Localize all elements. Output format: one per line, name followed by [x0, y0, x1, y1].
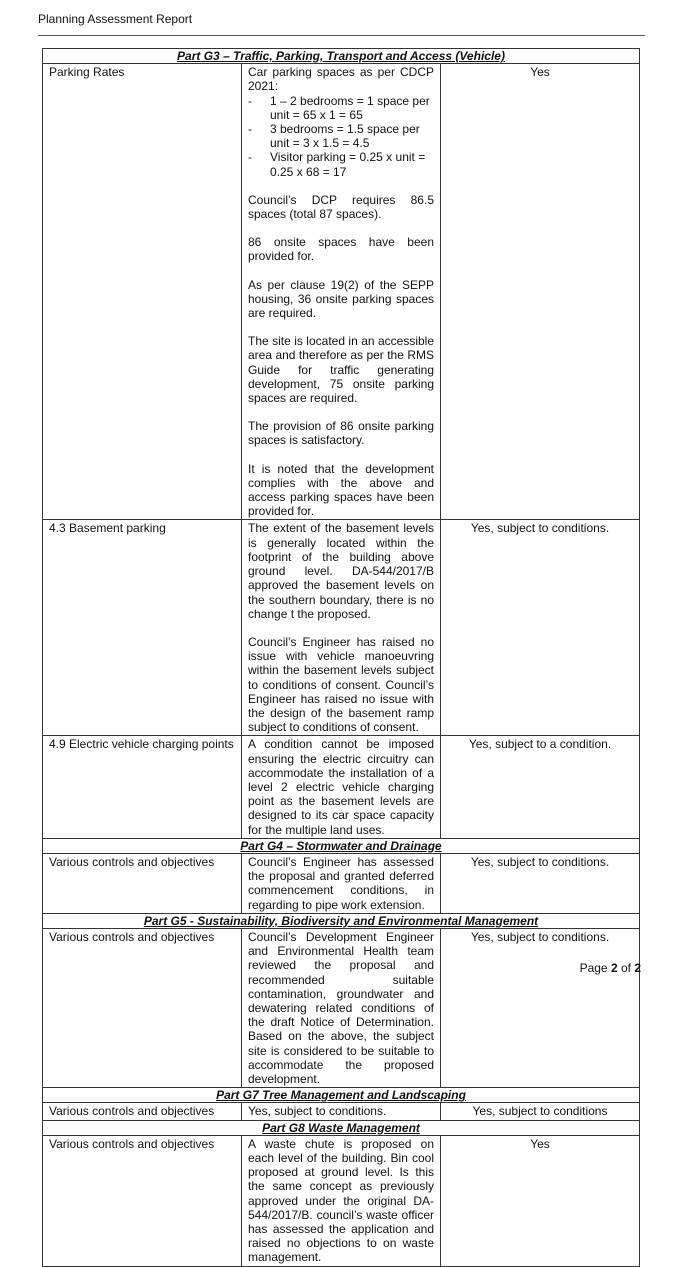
list-item: - 3 bedrooms = 1.5 space per unit = 3 x 1.5 = 4.5	[248, 122, 434, 150]
compliance-cell: Yes, subject to conditions.	[441, 928, 640, 1087]
compliance-cell: Yes, subject to conditions.	[441, 853, 640, 913]
comment-paragraph: 86 onsite spaces have been provided for.	[248, 235, 434, 264]
control-cell: Various controls and objectives	[43, 928, 242, 1087]
control-cell: Various controls and objectives	[43, 853, 242, 913]
header-divider	[38, 35, 645, 36]
page-prefix: Page	[579, 961, 611, 975]
page-number	[580, 961, 641, 975]
table-row-tree-management	[43, 1103, 640, 1120]
comment-cell	[242, 520, 441, 736]
table-row-basement-parking	[43, 520, 640, 736]
parking-rate-list	[248, 94, 434, 179]
page-total: 2	[634, 961, 641, 975]
section-title-g5: Part G5 - Sustainability, Biodiversity and Environmental Management	[43, 913, 640, 928]
table-row-waste	[43, 1135, 640, 1266]
compliance-cell: Yes, subject to conditions	[441, 1103, 640, 1120]
table-row-ev-charging	[43, 736, 640, 838]
table-row-stormwater	[43, 853, 640, 913]
page-current: 2	[610, 961, 618, 975]
control-cell: 4.3 Basement parking	[43, 520, 242, 736]
comment-cell: Council’s Development Engineer and Environmental Health team reviewed the proposal and recommended suitable contamination, groundwater and dewatering related conditions of the draft Notice of Determination. Based on the above, the subject site is considered to be suitable to accommodate the proposed development.	[242, 928, 441, 1087]
section-header-g8	[43, 1120, 640, 1135]
control-cell: Various controls and objectives	[43, 1135, 242, 1266]
report-header-title: Planning Assessment Report	[38, 12, 193, 26]
control-cell: Various controls and objectives	[43, 1103, 242, 1120]
table-row-parking-rates	[43, 64, 640, 520]
comment-paragraph: The extent of the basement levels is generally located within the footprint of the building above ground level. DA-544/2017/B approved the basement levels on the southern boundary, there is no change t the proposed.	[248, 521, 434, 621]
list-item: - 1 – 2 bedrooms = 1 space per unit = 65 x 1 = 65	[248, 94, 434, 122]
section-title-g3: Part G3 – Traffic, Parking, Transport and Access (Vehicle)	[43, 49, 640, 64]
comment-cell: Yes, subject to conditions.	[242, 1103, 441, 1120]
section-header-g3	[43, 49, 640, 64]
comment-cell: A waste chute is proposed on each level of the building. Bin cool proposed at ground level. Is this the same concept as previously approved under the original DA-544/2017/B. council’s waste officer has assessed the application and raised no objections to on waste management.	[242, 1135, 441, 1266]
comment-cell	[242, 64, 441, 520]
comment-paragraph: It is noted that the development complies with the above and access parking spaces have been provided for.	[248, 461, 434, 519]
compliance-cell: Yes, subject to a condition.	[441, 736, 640, 838]
section-header-g4	[43, 838, 640, 853]
section-title-g4: Part G4 – Stormwater and Drainage	[43, 838, 640, 853]
control-cell: 4.9 Electric vehicle charging points	[43, 736, 242, 838]
comment-cell: Council’s Engineer has assessed the proposal and granted deferred commencement conditions, in regarding to pipe work extension.	[242, 853, 441, 913]
comment-cell: A condition cannot be imposed ensuring the electric circuitry can accommodate the installation of a level 2 electric vehicle charging point as the basement levels are designed to its car space capacity for the multiple land uses.	[242, 736, 441, 838]
control-cell: Parking Rates	[43, 64, 242, 520]
comment-paragraph: The provision of 86 onsite parking spaces is satisfactory.	[248, 419, 434, 448]
comment-paragraph: As per clause 19(2) of the SEPP housing, 36 onsite parking spaces are required.	[248, 277, 434, 321]
section-title-g7: Part G7 Tree Management and Landscaping	[43, 1088, 640, 1103]
compliance-cell: Yes	[441, 1135, 640, 1266]
parking-intro: Car parking spaces as per CDCP 2021:	[248, 65, 434, 94]
section-header-g5	[43, 913, 640, 928]
comment-paragraph: Council’s DCP requires 86.5 spaces (total 87 spaces).	[248, 192, 434, 222]
list-item: - Visitor parking = 0.25 x unit = 0.25 x 68 = 17	[248, 150, 434, 178]
compliance-cell: Yes	[441, 64, 640, 520]
comment-paragraph: Council’s Engineer has raised no issue with vehicle manoeuvring within the basement levels subject to conditions of consent. Council’s Engineer has raised no issue with the design of the basement ramp subject to conditions of consent.	[248, 634, 434, 735]
assessment-table	[42, 48, 640, 1267]
section-header-g7	[43, 1088, 640, 1103]
section-title-g8: Part G8 Waste Management	[43, 1120, 640, 1135]
comment-paragraph: The site is located in an accessible area and therefore as per the RMS Guide for traffic generating development, 75 onsite parking spaces are required.	[248, 334, 434, 406]
compliance-cell: Yes, subject to conditions.	[441, 520, 640, 736]
table-row-sustainability	[43, 928, 640, 1087]
page-of: of	[617, 961, 635, 975]
